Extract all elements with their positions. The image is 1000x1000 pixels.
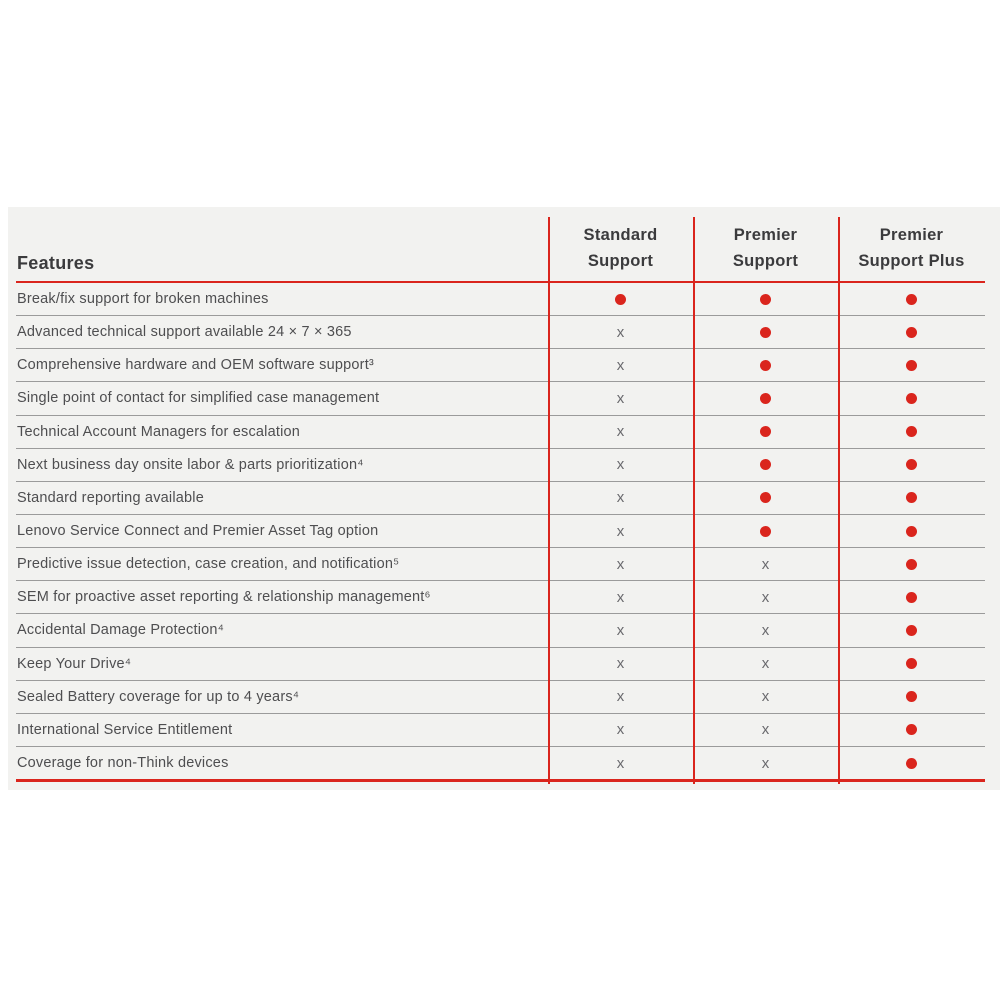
mark-cell-included	[693, 393, 838, 404]
not-included-x-icon: x	[616, 522, 625, 540]
feature-label: Predictive issue detection, case creation, and notification⁵	[17, 556, 400, 573]
included-dot-icon	[906, 294, 917, 305]
mark-cell-not-included	[548, 524, 693, 539]
not-included-x-icon: x	[761, 555, 770, 573]
mark-cell-included	[838, 559, 985, 570]
included-dot-icon	[615, 294, 626, 305]
not-included-x-icon: x	[616, 588, 625, 606]
mark-cell-not-included	[548, 457, 693, 472]
feature-label: Keep Your Drive⁴	[17, 655, 132, 672]
mark-cell-included	[838, 724, 985, 735]
mark-cell-included	[693, 327, 838, 338]
not-included-x-icon: x	[616, 754, 625, 772]
mark-cell-included	[548, 294, 693, 305]
mark-cell-included	[693, 426, 838, 437]
column-divider	[693, 217, 695, 784]
mark-cell-included	[838, 492, 985, 503]
column-header-premier-support-plus	[838, 222, 985, 274]
not-included-x-icon: x	[616, 323, 625, 341]
mark-cell-included	[838, 592, 985, 603]
not-included-x-icon: x	[616, 621, 625, 639]
mark-cell-not-included	[548, 557, 693, 572]
feature-label: Technical Account Managers for escalation	[17, 423, 301, 440]
mark-cell-not-included	[548, 358, 693, 373]
column-divider	[838, 217, 840, 784]
mark-cell-not-included	[693, 623, 838, 638]
mark-cell-not-included	[693, 656, 838, 671]
feature-label: Next business day onsite labor & parts prioritization⁴	[17, 456, 364, 473]
mark-cell-included	[838, 294, 985, 305]
mark-cell-included	[693, 294, 838, 305]
mark-cell-not-included	[693, 756, 838, 771]
included-dot-icon	[760, 426, 771, 437]
mark-cell-included	[838, 393, 985, 404]
plan-name-line: Premier	[879, 226, 944, 244]
feature-label: Break/fix support for broken machines	[17, 291, 269, 308]
feature-label: SEM for proactive asset reporting & relationship management⁶	[17, 589, 431, 606]
feature-label: Lenovo Service Connect and Premier Asset Tag option	[17, 523, 379, 540]
mark-cell-included	[693, 526, 838, 537]
column-header-standard-support	[548, 222, 693, 274]
mark-cell-not-included	[548, 722, 693, 737]
feature-label: Advanced technical support available 24 × 7 × 365	[17, 324, 352, 341]
not-included-x-icon: x	[616, 423, 625, 441]
mark-cell-included	[693, 492, 838, 503]
included-dot-icon	[906, 758, 917, 769]
feature-label: International Service Entitlement	[17, 721, 233, 738]
included-dot-icon	[906, 459, 917, 470]
column-header-premier-support	[693, 222, 838, 274]
mark-cell-included	[838, 758, 985, 769]
included-dot-icon	[760, 492, 771, 503]
included-dot-icon	[906, 559, 917, 570]
included-dot-icon	[906, 393, 917, 404]
included-dot-icon	[906, 592, 917, 603]
not-included-x-icon: x	[761, 655, 770, 673]
mark-cell-included	[838, 658, 985, 669]
mark-cell-included	[838, 625, 985, 636]
feature-label: Sealed Battery coverage for up to 4 years⁴	[17, 688, 300, 705]
not-included-x-icon: x	[761, 688, 770, 706]
not-included-x-icon: x	[616, 555, 625, 573]
included-dot-icon	[906, 526, 917, 537]
not-included-x-icon: x	[761, 588, 770, 606]
feature-label: Standard reporting available	[17, 489, 204, 506]
mark-cell-included	[693, 360, 838, 371]
not-included-x-icon: x	[616, 489, 625, 507]
not-included-x-icon: x	[616, 655, 625, 673]
plan-name-line: Support Plus	[858, 252, 965, 270]
plan-name-line: Support	[587, 252, 654, 270]
mark-cell-included	[838, 327, 985, 338]
mark-cell-not-included	[548, 424, 693, 439]
included-dot-icon	[906, 327, 917, 338]
included-dot-icon	[906, 360, 917, 371]
included-dot-icon	[906, 625, 917, 636]
mark-cell-not-included	[548, 623, 693, 638]
included-dot-icon	[760, 327, 771, 338]
mark-cell-not-included	[548, 756, 693, 771]
mark-cell-not-included	[548, 656, 693, 671]
mark-cell-included	[838, 691, 985, 702]
not-included-x-icon: x	[616, 688, 625, 706]
included-dot-icon	[906, 691, 917, 702]
plan-name-line: Premier	[733, 226, 798, 244]
included-dot-icon	[760, 526, 771, 537]
not-included-x-icon: x	[761, 754, 770, 772]
included-dot-icon	[760, 459, 771, 470]
mark-cell-not-included	[693, 557, 838, 572]
support-comparison-table	[8, 207, 1000, 790]
feature-label: Coverage for non-Think devices	[17, 755, 229, 772]
mark-cell-not-included	[548, 689, 693, 704]
included-dot-icon	[906, 658, 917, 669]
feature-label: Accidental Damage Protection⁴	[17, 622, 225, 639]
included-dot-icon	[906, 426, 917, 437]
not-included-x-icon: x	[616, 389, 625, 407]
included-dot-icon	[906, 724, 917, 735]
mark-cell-not-included	[548, 490, 693, 505]
mark-cell-not-included	[693, 590, 838, 605]
not-included-x-icon: x	[616, 356, 625, 374]
mark-cell-included	[838, 526, 985, 537]
included-dot-icon	[760, 393, 771, 404]
not-included-x-icon: x	[761, 721, 770, 739]
mark-cell-included	[838, 459, 985, 470]
not-included-x-icon: x	[616, 721, 625, 739]
not-included-x-icon: x	[616, 456, 625, 474]
mark-cell-included	[693, 459, 838, 470]
plan-name-line: Support	[732, 252, 799, 270]
included-dot-icon	[760, 294, 771, 305]
feature-label: Comprehensive hardware and OEM software support³	[17, 357, 374, 374]
mark-cell-not-included	[548, 590, 693, 605]
feature-label: Single point of contact for simplified case management	[17, 390, 380, 407]
mark-cell-not-included	[693, 689, 838, 704]
plan-name-line: Standard	[583, 226, 658, 244]
mark-cell-not-included	[693, 722, 838, 737]
mark-cell-included	[838, 426, 985, 437]
not-included-x-icon: x	[761, 621, 770, 639]
included-dot-icon	[906, 492, 917, 503]
mark-cell-not-included	[548, 325, 693, 340]
features-column-header: Features	[17, 253, 95, 273]
mark-cell-included	[838, 360, 985, 371]
included-dot-icon	[760, 360, 771, 371]
column-divider	[548, 217, 550, 784]
mark-cell-not-included	[548, 391, 693, 406]
